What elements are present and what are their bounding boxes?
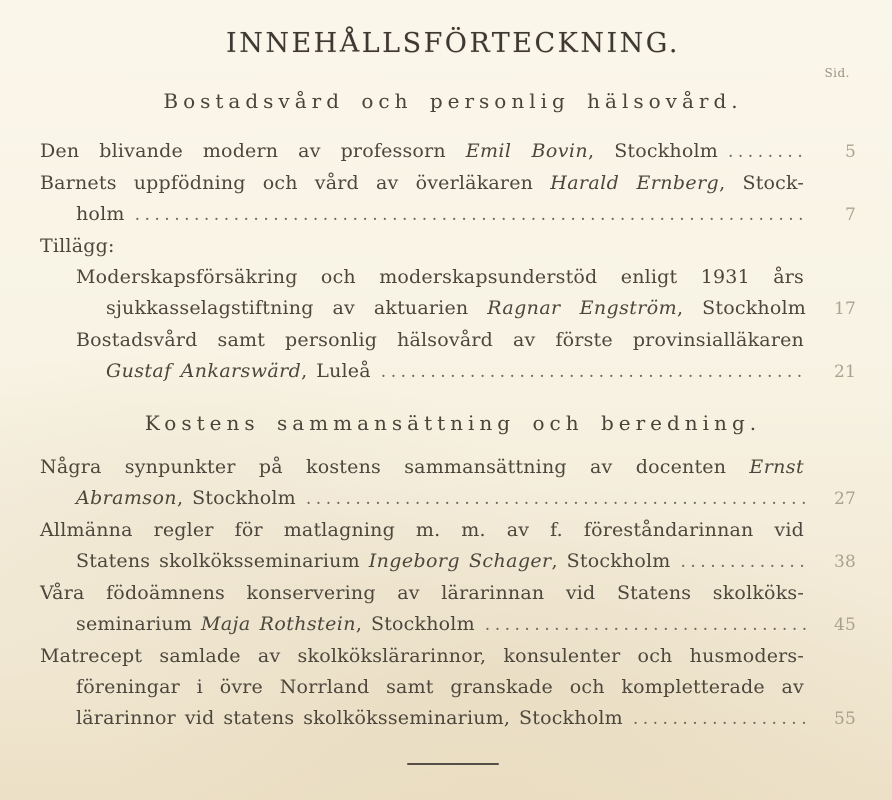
toc-line-text (40, 519, 804, 541)
dot-leader (680, 547, 806, 578)
author-name: Ingeborg Schager (368, 550, 552, 572)
toc-line (76, 262, 804, 293)
toc-line-text (40, 456, 804, 478)
page-number: 45 (833, 615, 856, 635)
entry-text: , Stockholm (551, 550, 671, 572)
author-name: Gustaf Ankarswärd (106, 360, 302, 382)
toc-line (40, 578, 804, 609)
author-name: Maja Rothstein (200, 613, 356, 635)
page-number: 38 (833, 552, 856, 572)
toc-line (40, 641, 804, 672)
toc-line-text (76, 703, 623, 734)
author-name: Ernst (749, 456, 804, 478)
toc-line-text (106, 356, 371, 387)
toc-line-text (40, 136, 718, 167)
toc-line (76, 703, 866, 735)
entry-text: lärarinnor vid statens skolköksseminarium, Stockholm (76, 707, 623, 729)
entry-text: , Stockholm (355, 613, 475, 635)
entry-text: , Stockholm (588, 140, 718, 162)
toc-line (76, 609, 866, 641)
entry-text: Våra födoämnens konservering av lärarinnan vid Statens skolköks- (40, 582, 804, 604)
entry-text: seminarium (76, 613, 201, 635)
toc-line-text (76, 609, 475, 640)
entry-text: holm (76, 203, 125, 225)
toc-line-list (40, 452, 866, 735)
page-column-header: Sid. (824, 66, 850, 80)
entry-text: sjukkasselagstiftning av aktuarien (106, 297, 488, 319)
entry-text: Allmänna regler för matlagning m. m. av f. föreståndarinnan vid (40, 519, 804, 541)
toc-line-text (76, 483, 296, 514)
dot-leader (633, 704, 806, 735)
author-name: Abramson (76, 487, 177, 509)
author-name: Harald Ernberg (550, 172, 720, 194)
page-number: 7 (844, 205, 856, 225)
toc-line (76, 672, 804, 703)
dot-leader (728, 137, 806, 168)
toc-line (76, 546, 866, 578)
toc-line (76, 483, 866, 515)
entry-text: Några synpunkter på kostens sammansättning av docenten (40, 456, 750, 478)
toc-line-text (40, 172, 804, 194)
entry-text: Bostadsvård samt personlig hälsovård av förste provinsialläkaren (76, 329, 804, 351)
entry-text: , Stock- (719, 172, 805, 194)
toc-line (76, 199, 866, 231)
toc-line-text (106, 293, 806, 324)
toc-line-text (76, 329, 804, 351)
toc-line (40, 168, 804, 199)
page-number: 55 (833, 709, 856, 729)
toc-line (40, 515, 804, 546)
page-number: 5 (844, 142, 856, 162)
toc-section (40, 408, 866, 735)
toc-line (76, 325, 804, 356)
dot-leader (381, 357, 806, 388)
entry-text: Tillägg: (40, 235, 115, 257)
entry-text: Moderskapsförsäkring och moderskapsunderstöd enligt 1931 års (76, 266, 804, 288)
entry-text: , Stockholm (176, 487, 296, 509)
toc-line (40, 231, 804, 262)
page-number: 27 (833, 489, 856, 509)
entry-text: Matrecept samlade av skolkökslärarinnor, konsulenter och husmoders- (40, 645, 804, 667)
toc-sections (40, 86, 866, 735)
page-title: INNEHÅLLSFÖRTECKNING. (226, 28, 680, 59)
entry-text: Statens skolköksseminarium (76, 550, 369, 572)
toc-line-text (76, 199, 125, 230)
toc-section (40, 86, 866, 388)
author-name: Emil Bovin (465, 140, 588, 162)
entry-text: Den blivande modern av professorn (40, 140, 466, 162)
toc-line-text (76, 546, 670, 577)
toc-line (40, 136, 866, 168)
entry-text: föreningar i övre Norrland samt granskade och kompletterade av (76, 676, 804, 698)
entry-text: , Stockholm (677, 297, 806, 319)
toc-line-text (40, 582, 804, 604)
dot-leader (485, 610, 806, 641)
toc-line (40, 452, 804, 483)
page-number: 21 (833, 362, 856, 382)
toc-line-list (40, 136, 866, 388)
toc-line-text (40, 235, 115, 257)
toc-line-text (76, 266, 804, 288)
page-number: 17 (833, 299, 856, 319)
toc-line (106, 293, 866, 325)
section-heading: Kostens sammansättning och beredning. (144, 411, 762, 435)
section-heading: Bostadsvård och personlig hälsovård. (163, 89, 743, 113)
author-name: Ragnar Engström (487, 297, 678, 319)
dot-leader (135, 200, 806, 231)
toc-line-text (40, 645, 804, 667)
dot-leader (306, 484, 806, 515)
entry-text: Barnets uppfödning och vård av överläkaren (40, 172, 551, 194)
toc-line-text (76, 676, 804, 698)
toc-line (106, 356, 866, 388)
entry-text: , Luleå (301, 360, 371, 382)
footer-rule (407, 763, 499, 765)
